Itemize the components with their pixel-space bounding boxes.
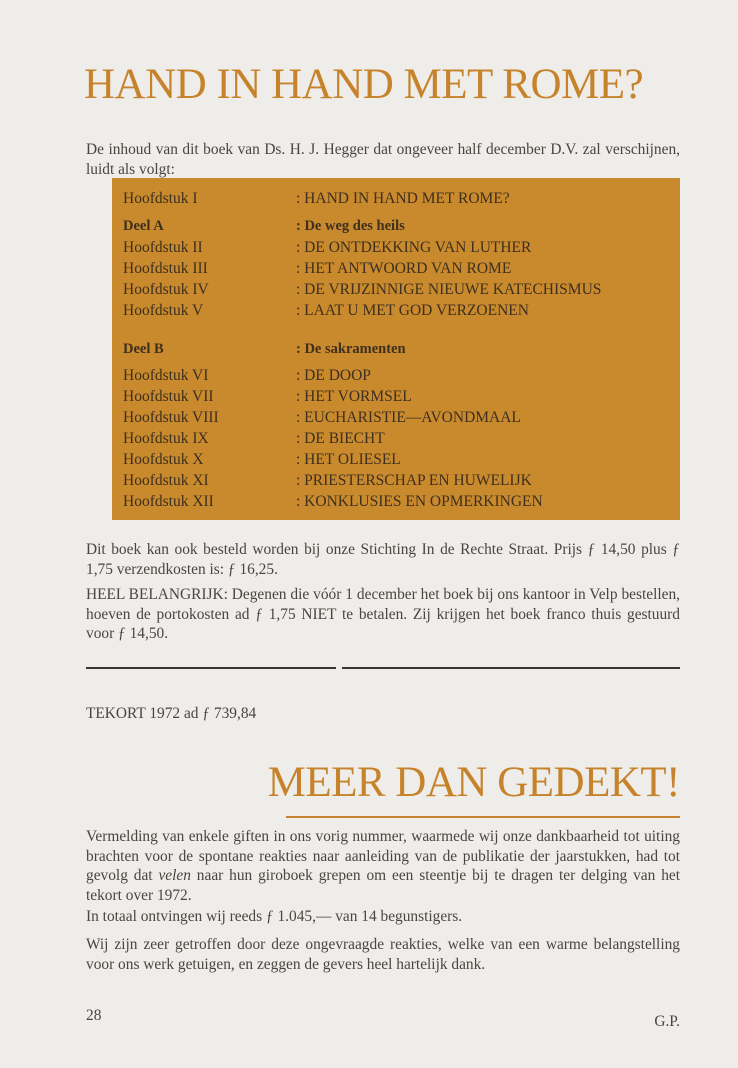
chapter-label: Hoofdstuk VI (123, 367, 209, 384)
chapter-title: : DE DOOP (296, 367, 371, 384)
chapter-title: : HET OLIESEL (296, 451, 401, 468)
page-number: 28 (86, 1007, 102, 1024)
emphasis: velen (158, 867, 191, 884)
chapter-title: : De weg des heils (296, 218, 405, 234)
intro-paragraph: De inhoud van dit boek van Ds. H. J. Hegger dat ongeveer half december D.V. zal verschijnen, luidt als volgt: (86, 141, 680, 178)
divider-left (86, 667, 336, 669)
chapter-title: : HET ANTWOORD VAN ROME (296, 260, 512, 277)
deficit-text: TEKORT 1972 ad ƒ 739,84 (86, 705, 257, 722)
chapter-title: : LAAT U MET GOD VERZOENEN (296, 302, 529, 319)
article-title: HAND IN HAND MET ROME? (84, 61, 644, 108)
contents-box (112, 178, 680, 520)
order-paragraph: Dit boek kan ook besteld worden bij onze Stichting In de Rechte Straat. Prijs ƒ 14,50 plus ƒ 1,75 verzendkosten is: ƒ 16,25. (86, 541, 680, 578)
chapter-label: Hoofdstuk V (123, 302, 204, 319)
chapter-title: : DE VRIJZINNIGE NIEUWE KATECHISMUS (296, 281, 602, 298)
chapter-title: : HAND IN HAND MET ROME? (296, 190, 510, 207)
total-paragraph: In totaal ontvingen wij reeds ƒ 1.045,— van 14 begunstigers. (86, 908, 463, 925)
title-underline (286, 816, 680, 818)
divider-right (342, 667, 680, 669)
chapter-label: Hoofdstuk IX (123, 430, 209, 447)
chapter-title: : DE ONTDEKKING VAN LUTHER (296, 239, 532, 256)
chapter-title: : EUCHARISTIE—AVONDMAAL (296, 409, 521, 426)
chapter-title: : DE BIECHT (296, 430, 385, 447)
chapter-label: Hoofdstuk IV (123, 281, 209, 298)
section-title: MEER DAN GEDEKT! (267, 759, 680, 806)
gifts-paragraph (86, 827, 680, 905)
chapter-title: : De sakramenten (296, 341, 406, 357)
chapter-label: Hoofdstuk VIII (123, 409, 219, 426)
chapter-title: : KONKLUSIES EN OPMERKINGEN (296, 493, 543, 510)
signature: G.P. (654, 1013, 680, 1030)
chapter-label: Hoofdstuk XI (123, 472, 209, 489)
chapter-label: Deel B (123, 341, 164, 357)
chapter-label: Hoofdstuk VII (123, 388, 214, 405)
chapter-title: : HET VORMSEL (296, 388, 412, 405)
chapter-label: Hoofdstuk III (123, 260, 208, 277)
important-paragraph: HEEL BELANGRIJK: Degenen die vóór 1 december het boek bij ons kantoor in Velp bestellen, hoeven de portokosten ad ƒ 1,75 NIET te betalen. Zij krijgen het boek franco thuis gestuurd voor ƒ 14,50. (86, 586, 680, 642)
chapter-label: Hoofdstuk II (123, 239, 203, 256)
chapter-label: Hoofdstuk I (123, 190, 198, 207)
text: naar hun giroboek grepen om een steentje bij te dragen ter delging van het tekort over 1972. (86, 867, 681, 904)
thanks-paragraph: Wij zijn zeer getroffen door deze ongevraagde reakties, welke van een warme belangstelling voor ons werk getuigen, en zeggen de gevers heel hartelijk dank. (86, 936, 680, 973)
chapter-label: Hoofdstuk XII (123, 493, 214, 510)
text: Vermelding van enkele giften in ons vorig nummer, waarmede wij onze dankbaarheid tot uiting brachten voor de spontane reakties naar aanleiding van de publikatie der jaarstukken, had tot gevolg dat (86, 828, 680, 884)
chapter-title: : PRIESTERSCHAP EN HUWELIJK (296, 472, 532, 489)
chapter-label: Deel A (123, 218, 164, 234)
chapter-label: Hoofdstuk X (123, 451, 204, 468)
